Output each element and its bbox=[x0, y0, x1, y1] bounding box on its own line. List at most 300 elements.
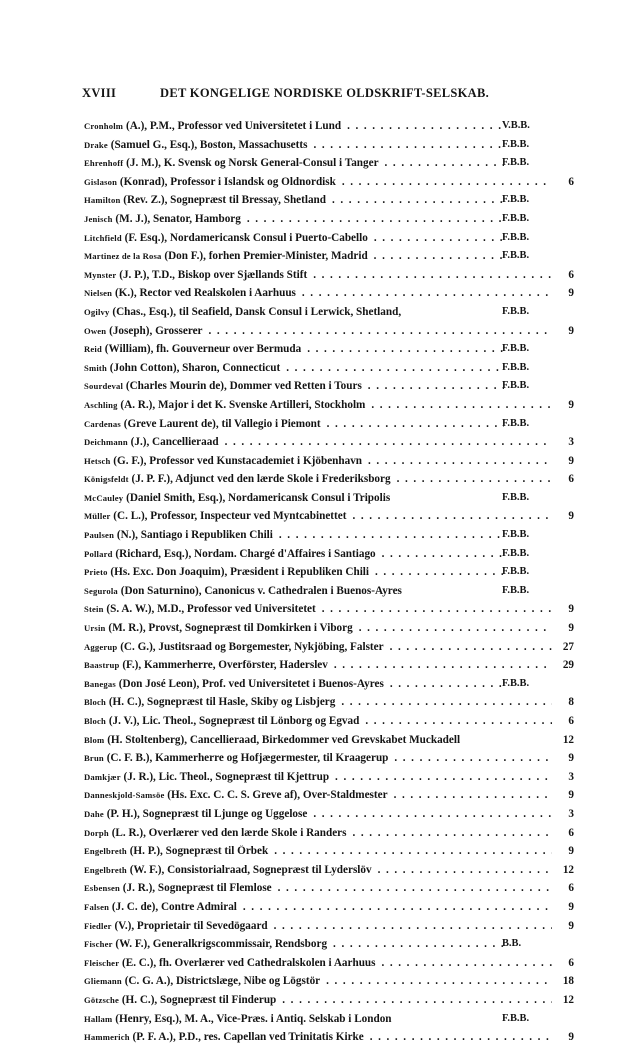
entry-text bbox=[84, 1013, 504, 1025]
entry-text bbox=[84, 882, 552, 894]
member-description: (J. R.), Lic. Theol., Sognepræst til Kjettrup bbox=[123, 770, 330, 783]
entry-text bbox=[84, 771, 552, 783]
membership-designation: F.B.B. bbox=[502, 380, 530, 392]
member-entry bbox=[84, 620, 574, 639]
entry-line bbox=[84, 157, 379, 169]
member-surname: Müller bbox=[84, 511, 111, 522]
membership-designation: F.B.B. bbox=[502, 547, 530, 559]
membership-designation: F.B.B. bbox=[502, 231, 530, 243]
entry-text bbox=[84, 827, 552, 839]
entry-line bbox=[84, 362, 280, 374]
entry-text bbox=[84, 696, 552, 708]
dot-leader bbox=[382, 548, 504, 560]
entry-line bbox=[84, 287, 296, 299]
member-surname: Götzsche bbox=[84, 994, 120, 1005]
dot-leader bbox=[313, 808, 552, 820]
contribution-number: 3 bbox=[568, 770, 574, 783]
member-description: (W. F.), Generalkrigscommissair, Rendsborg bbox=[115, 938, 328, 951]
entry-line bbox=[84, 548, 376, 560]
membership-designation: F.B.B. bbox=[502, 212, 530, 224]
member-description: (A.), P.M., Professor ved Universitetet i Lund bbox=[125, 120, 342, 132]
entry-text bbox=[84, 362, 504, 374]
entry-text bbox=[84, 715, 552, 727]
member-entry bbox=[84, 843, 574, 862]
dot-leader bbox=[397, 473, 552, 485]
entry-text bbox=[84, 622, 552, 634]
contribution-number: 9 bbox=[568, 324, 574, 337]
member-description: (C. G.), Justitsraad og Borgemester, Nykjöbing, Falster bbox=[120, 640, 384, 653]
member-entry bbox=[84, 992, 574, 1011]
dot-leader bbox=[371, 399, 552, 411]
dot-leader bbox=[374, 232, 504, 244]
member-description: (Henry, Esq.), M. A., Vice-Præs. i Antiq. Selskab i London bbox=[115, 1012, 392, 1025]
dot-leader bbox=[282, 994, 552, 1006]
member-description: (Don José Leon), Prof. ved Universitetet i Buenos-Ayres bbox=[118, 677, 384, 690]
member-entry bbox=[84, 694, 574, 713]
entry-line bbox=[84, 920, 268, 932]
dot-leader bbox=[278, 882, 552, 894]
entry-line bbox=[84, 882, 272, 894]
contribution-number: 6 bbox=[568, 826, 574, 839]
entry-line bbox=[84, 901, 237, 913]
entry-text bbox=[84, 176, 552, 188]
entry-line bbox=[84, 789, 388, 801]
member-description: (L. R.), Overlærer ved den lærde Skole i Randers bbox=[111, 826, 347, 839]
member-surname: Cardenas bbox=[84, 418, 121, 429]
member-description: (J.), Cancellieraad bbox=[130, 436, 219, 449]
entry-line bbox=[84, 418, 321, 430]
member-description: (H. C.), Sognepræst til Hasle, Skiby og Lisbjerg bbox=[108, 696, 336, 709]
member-entry bbox=[84, 248, 574, 267]
entry-line bbox=[84, 529, 273, 541]
member-description: (N.), Santiago i Republiken Chili bbox=[116, 529, 273, 542]
entry-line bbox=[84, 473, 391, 485]
member-entry bbox=[84, 137, 574, 156]
member-surname: Reid bbox=[84, 344, 102, 355]
member-description: (H. C.), Sognepræst til Finderup bbox=[121, 993, 277, 1006]
member-entry bbox=[84, 750, 574, 769]
entry-line bbox=[84, 771, 329, 783]
member-description: (Daniel Smith, Esq.), Nordamericansk Consul i Tripolis bbox=[126, 491, 391, 504]
member-surname: Aggerup bbox=[84, 641, 118, 652]
contribution-number: 9 bbox=[568, 919, 574, 932]
member-surname: Hetsch bbox=[84, 455, 111, 466]
member-entry bbox=[84, 973, 574, 992]
dot-leader bbox=[341, 696, 552, 708]
membership-designation: F.B.B. bbox=[502, 138, 530, 150]
member-description: (M. R.), Provst, Sognepræst til Domkirken i Viborg bbox=[108, 622, 353, 635]
member-description: (C. F. B.), Kammerherre og Hofjægermester, til Kraagerup bbox=[106, 752, 389, 765]
entry-line bbox=[84, 585, 402, 597]
dot-leader bbox=[394, 752, 552, 764]
member-entry bbox=[84, 397, 574, 416]
member-entry bbox=[84, 955, 574, 974]
contribution-number: 9 bbox=[568, 752, 574, 765]
page-number: XVIII bbox=[82, 86, 117, 100]
contribution-number: 18 bbox=[562, 975, 574, 988]
entry-line bbox=[84, 1031, 364, 1043]
dot-leader bbox=[332, 194, 504, 206]
member-entry bbox=[84, 304, 574, 323]
entry-line bbox=[84, 603, 316, 615]
dot-leader bbox=[394, 789, 552, 801]
dot-leader bbox=[385, 157, 504, 169]
member-entry bbox=[84, 453, 574, 472]
member-entry bbox=[84, 527, 574, 546]
member-entry bbox=[84, 230, 574, 249]
member-description: (Greve Laurent de), til Vallegio i Piemont bbox=[123, 417, 321, 430]
member-description: (J. R.), Sognepræst til Flemlose bbox=[122, 882, 272, 895]
member-surname: Stein bbox=[84, 604, 104, 615]
entry-line bbox=[84, 306, 401, 318]
entry-line bbox=[84, 734, 460, 746]
member-description: (Hs. Exc. C. C. S. Greve af), Over-Staldmester bbox=[167, 789, 388, 802]
dot-leader bbox=[274, 920, 552, 932]
member-description: (J. M.), K. Svensk og Norsk General-Consul i Tanger bbox=[126, 157, 379, 170]
member-description: (Rev. Z.), Sognepræst til Bressay, Shetland bbox=[123, 194, 327, 207]
contribution-number: 9 bbox=[568, 287, 574, 300]
entry-line bbox=[84, 250, 368, 262]
entry-line bbox=[84, 436, 219, 448]
member-description: (William), fh. Gouverneur over Bermuda bbox=[104, 343, 302, 356]
membership-designation: F.B.B. bbox=[502, 417, 530, 429]
member-entry bbox=[84, 657, 574, 676]
dot-leader bbox=[382, 957, 553, 969]
member-entry bbox=[84, 806, 574, 825]
entry-line bbox=[84, 139, 307, 151]
dot-leader bbox=[322, 603, 552, 615]
entry-line bbox=[84, 269, 307, 281]
member-surname: Deichmann bbox=[84, 437, 128, 448]
contribution-number: 8 bbox=[568, 696, 574, 709]
entry-line bbox=[84, 120, 341, 132]
entry-text bbox=[84, 920, 552, 932]
member-description: (Hs. Exc. Don Joaquim), Præsident i Republiken Chili bbox=[110, 566, 370, 579]
member-surname: Smith bbox=[84, 362, 107, 373]
entry-text bbox=[84, 548, 504, 560]
member-description: (V.), Proprietair til Sevedögaard bbox=[114, 919, 268, 932]
member-surname: Sourdeval bbox=[84, 381, 124, 392]
entry-text bbox=[84, 585, 504, 597]
member-surname: Hammerich bbox=[84, 1032, 130, 1043]
dot-leader bbox=[352, 510, 552, 522]
dot-leader bbox=[225, 436, 552, 448]
dot-leader bbox=[368, 455, 552, 467]
entry-text bbox=[84, 157, 504, 169]
entry-text bbox=[84, 380, 504, 392]
member-description: (J. V.), Lic. Theol., Sognepræst til Lönborg og Egvad bbox=[108, 715, 360, 727]
dot-leader bbox=[313, 139, 504, 151]
member-surname: Banegas bbox=[84, 678, 116, 689]
member-description: (H. Stoltenberg), Cancellieraad, Birkedommer ved Grevskabet Muckadell bbox=[107, 733, 461, 746]
member-description: (K.), Rector ved Realskolen i Aarhuus bbox=[114, 287, 296, 300]
member-entry bbox=[84, 825, 574, 844]
member-entry bbox=[84, 862, 574, 881]
entry-text bbox=[84, 473, 552, 485]
running-header bbox=[82, 86, 542, 104]
member-surname: Drake bbox=[84, 139, 108, 150]
membership-designation: F.B.B. bbox=[502, 194, 530, 206]
member-entry bbox=[84, 211, 574, 230]
entry-text bbox=[84, 994, 552, 1006]
entry-text bbox=[84, 325, 552, 337]
member-description: (Richard, Esq.), Nordam. Chargé d'Affaires i Santiago bbox=[115, 547, 376, 560]
member-surname: Bloch bbox=[84, 716, 107, 726]
member-entry bbox=[84, 787, 574, 806]
member-surname: Jenisch bbox=[84, 213, 113, 224]
membership-designation: F.B.B. bbox=[502, 1012, 530, 1024]
entry-text bbox=[84, 269, 552, 281]
member-entry bbox=[84, 471, 574, 490]
member-entry bbox=[84, 267, 574, 286]
entry-text bbox=[84, 492, 504, 504]
contribution-number: 12 bbox=[562, 993, 574, 1006]
member-entry bbox=[84, 936, 574, 955]
entry-text bbox=[84, 120, 504, 132]
contribution-number: 9 bbox=[568, 789, 574, 802]
member-description: (J. P. F.), Adjunct ved den lærde Skole i Frederiksborg bbox=[131, 473, 391, 486]
entry-text bbox=[84, 399, 552, 411]
member-entry bbox=[84, 880, 574, 899]
member-surname: Blom bbox=[84, 734, 105, 745]
member-entry bbox=[84, 360, 574, 379]
member-description: (G. F.), Professor ved Kunstacademiet i Kjöbenhavn bbox=[113, 454, 363, 467]
member-entry bbox=[84, 546, 574, 565]
entry-text bbox=[84, 232, 504, 244]
member-surname: Ursin bbox=[84, 623, 106, 634]
member-description: (Charles Mourin de), Dommer ved Retten i Tours bbox=[125, 380, 362, 393]
member-entry bbox=[84, 769, 574, 788]
contribution-number: 29 bbox=[562, 659, 574, 672]
member-description: (F. Esq.), Nordamericansk Consul i Puerto-Cabello bbox=[124, 231, 368, 244]
member-entry bbox=[84, 155, 574, 174]
contribution-number: 27 bbox=[562, 640, 574, 653]
entry-line bbox=[84, 696, 335, 708]
dot-leader bbox=[347, 120, 504, 132]
dot-leader bbox=[302, 287, 552, 299]
entry-line bbox=[84, 380, 362, 392]
member-entry bbox=[84, 1011, 574, 1030]
contribution-number: 9 bbox=[568, 510, 574, 523]
contribution-number: 9 bbox=[568, 1031, 574, 1044]
member-surname: Dahe bbox=[84, 808, 104, 819]
member-description: (J. P.), T.D., Biskop over Sjællands Stift bbox=[119, 268, 308, 281]
membership-designation: F.B.B. bbox=[502, 677, 530, 689]
entry-text bbox=[84, 808, 552, 820]
member-surname: Segurola bbox=[84, 585, 118, 596]
member-description: (Samuel G., Esq.), Boston, Massachusetts bbox=[110, 138, 308, 151]
entry-text bbox=[84, 287, 552, 299]
dot-leader bbox=[209, 325, 552, 337]
entry-line bbox=[84, 566, 369, 578]
member-surname: Bloch bbox=[84, 697, 107, 708]
entry-line bbox=[84, 510, 346, 522]
member-entry bbox=[84, 490, 574, 509]
dot-leader bbox=[390, 678, 504, 690]
dot-leader bbox=[370, 1031, 552, 1043]
contribution-number: 12 bbox=[562, 863, 574, 876]
member-description: (J. C. de), Contre Admiral bbox=[111, 900, 237, 913]
membership-designation: F.B.B. bbox=[502, 361, 530, 373]
entry-line bbox=[84, 194, 326, 206]
member-entry bbox=[84, 918, 574, 937]
member-entry bbox=[84, 1029, 574, 1048]
entry-line bbox=[84, 325, 203, 337]
membership-designation: F.B.B. bbox=[502, 305, 530, 317]
member-surname: Falsen bbox=[84, 901, 110, 912]
entry-line bbox=[84, 808, 307, 820]
member-surname: Ehrenhoff bbox=[84, 158, 124, 169]
dot-leader bbox=[378, 864, 552, 876]
entry-text bbox=[84, 938, 504, 950]
member-surname: Hamilton bbox=[84, 195, 121, 206]
membership-designation: F.B.B. bbox=[502, 584, 530, 596]
dot-leader bbox=[374, 250, 504, 262]
entry-line bbox=[84, 176, 336, 188]
member-surname: Baastrup bbox=[84, 660, 120, 671]
contribution-number: 3 bbox=[568, 436, 574, 449]
entry-text bbox=[84, 139, 504, 151]
dot-leader bbox=[247, 213, 504, 225]
member-description: (H. P.), Sognepræst til Örbek bbox=[129, 845, 269, 858]
entry-text bbox=[84, 194, 504, 206]
entry-line bbox=[84, 864, 372, 876]
contribution-number: 9 bbox=[568, 454, 574, 467]
member-entry bbox=[84, 192, 574, 211]
membership-designation: F.B.B. bbox=[502, 491, 530, 503]
membership-designation: F.B.B. bbox=[502, 157, 530, 169]
member-entry bbox=[84, 416, 574, 435]
member-surname: Königsfeldt bbox=[84, 474, 129, 485]
entry-text bbox=[84, 864, 552, 876]
member-entry bbox=[84, 434, 574, 453]
member-description: (C. G. A.), Districtslæge, Nibe og Lögstör bbox=[124, 975, 321, 988]
membership-designation: F.B.B. bbox=[502, 566, 530, 578]
dot-leader bbox=[327, 418, 504, 430]
member-surname: McCauley bbox=[84, 492, 124, 503]
member-entry bbox=[84, 508, 574, 527]
member-surname: Danneskjold-Samsöe bbox=[84, 790, 165, 801]
member-entry bbox=[84, 601, 574, 620]
entry-line bbox=[84, 1013, 392, 1025]
entry-text bbox=[84, 789, 552, 801]
member-description: (Joseph), Grosserer bbox=[109, 324, 203, 337]
member-list bbox=[84, 118, 574, 1048]
member-surname: Fiedler bbox=[84, 920, 112, 931]
member-description: (John Cotton), Sharon, Connecticut bbox=[109, 361, 281, 374]
member-surname: Engelbreth bbox=[84, 846, 127, 857]
entry-line bbox=[84, 213, 241, 225]
dot-leader bbox=[274, 845, 552, 857]
member-surname: Owen bbox=[84, 325, 107, 336]
dot-leader bbox=[365, 715, 552, 727]
member-entry bbox=[84, 323, 574, 342]
entry-text bbox=[84, 752, 552, 764]
entry-text bbox=[84, 1031, 552, 1043]
dot-leader bbox=[334, 659, 552, 671]
member-entry bbox=[84, 713, 574, 732]
member-entry bbox=[84, 378, 574, 397]
entry-text bbox=[84, 213, 504, 225]
entry-line bbox=[84, 659, 328, 671]
membership-designation: B.B. bbox=[502, 938, 522, 950]
member-description: (Chas., Esq.), til Seafield, Dansk Consul i Lerwick, Shetland, bbox=[112, 305, 402, 318]
entry-text bbox=[84, 975, 552, 987]
member-description: (E. C.), fh. Overlærer ved Cathedralskolen i Aarhuus bbox=[122, 956, 376, 969]
contribution-number: 3 bbox=[568, 807, 574, 820]
member-description: (F.), Kammerherre, Overförster, Haderslev bbox=[122, 659, 328, 672]
contribution-number: 9 bbox=[568, 398, 574, 411]
entry-line bbox=[84, 399, 365, 411]
entry-text bbox=[84, 250, 504, 262]
dot-leader bbox=[286, 362, 504, 374]
member-entry bbox=[84, 341, 574, 360]
member-description: (C. L.), Professor, Inspecteur ved Myntcabinettet bbox=[113, 510, 347, 523]
dot-leader bbox=[353, 827, 552, 839]
entry-text bbox=[84, 641, 552, 653]
entry-text bbox=[84, 901, 552, 913]
entry-text bbox=[84, 678, 504, 690]
dot-leader bbox=[307, 343, 504, 355]
entry-line bbox=[84, 678, 384, 690]
header-title: DET KONGELIGE NORDISKE OLDSKRIFT-SELSKAB. bbox=[160, 86, 490, 100]
entry-line bbox=[84, 938, 327, 950]
member-description: (S. A. W.), M.D., Professor ved Universitetet bbox=[106, 603, 316, 616]
contribution-number: 6 bbox=[568, 956, 574, 969]
member-surname: Esbensen bbox=[84, 883, 120, 894]
member-surname: Damkjær bbox=[84, 771, 121, 782]
dot-leader bbox=[326, 975, 552, 987]
member-description: (W. F.), Consistorialraad, Sognepræst til Lyderslöv bbox=[129, 863, 372, 876]
member-surname: Nielsen bbox=[84, 288, 113, 299]
entry-text bbox=[84, 343, 504, 355]
member-entry bbox=[84, 899, 574, 918]
contribution-number: 6 bbox=[568, 268, 574, 281]
contribution-number: 9 bbox=[568, 603, 574, 616]
dot-leader bbox=[390, 641, 552, 653]
entry-text bbox=[84, 845, 552, 857]
entry-text bbox=[84, 436, 552, 448]
entry-text bbox=[84, 418, 504, 430]
entry-line bbox=[84, 845, 268, 857]
dot-leader bbox=[333, 938, 504, 950]
member-description: (M. J.), Senator, Hamborg bbox=[115, 212, 241, 225]
entry-text bbox=[84, 734, 552, 746]
entry-text bbox=[84, 659, 552, 671]
member-surname: Aschling bbox=[84, 399, 118, 410]
member-surname: Fischer bbox=[84, 939, 113, 950]
entry-text bbox=[84, 455, 552, 467]
entry-line bbox=[84, 232, 368, 244]
member-surname: Ogilvy bbox=[84, 306, 110, 317]
member-description: (A. R.), Major i det K. Svenske Artilleri, Stockholm bbox=[120, 398, 366, 411]
dot-leader bbox=[335, 771, 552, 783]
entry-line bbox=[84, 343, 301, 355]
member-entry bbox=[84, 676, 574, 695]
member-description: (Konrad), Professor i Islandsk og Oldnordisk bbox=[119, 175, 336, 188]
dot-leader bbox=[313, 269, 552, 281]
member-surname: Litchfield bbox=[84, 232, 122, 243]
contribution-number: 12 bbox=[562, 733, 574, 746]
member-entry bbox=[84, 174, 574, 193]
member-surname: Pollard bbox=[84, 548, 113, 559]
entry-line bbox=[84, 492, 390, 504]
member-entry bbox=[84, 564, 574, 583]
contribution-number: 6 bbox=[568, 715, 574, 727]
entry-text bbox=[84, 306, 504, 318]
entry-text bbox=[84, 603, 552, 615]
contribution-number: 9 bbox=[568, 622, 574, 635]
